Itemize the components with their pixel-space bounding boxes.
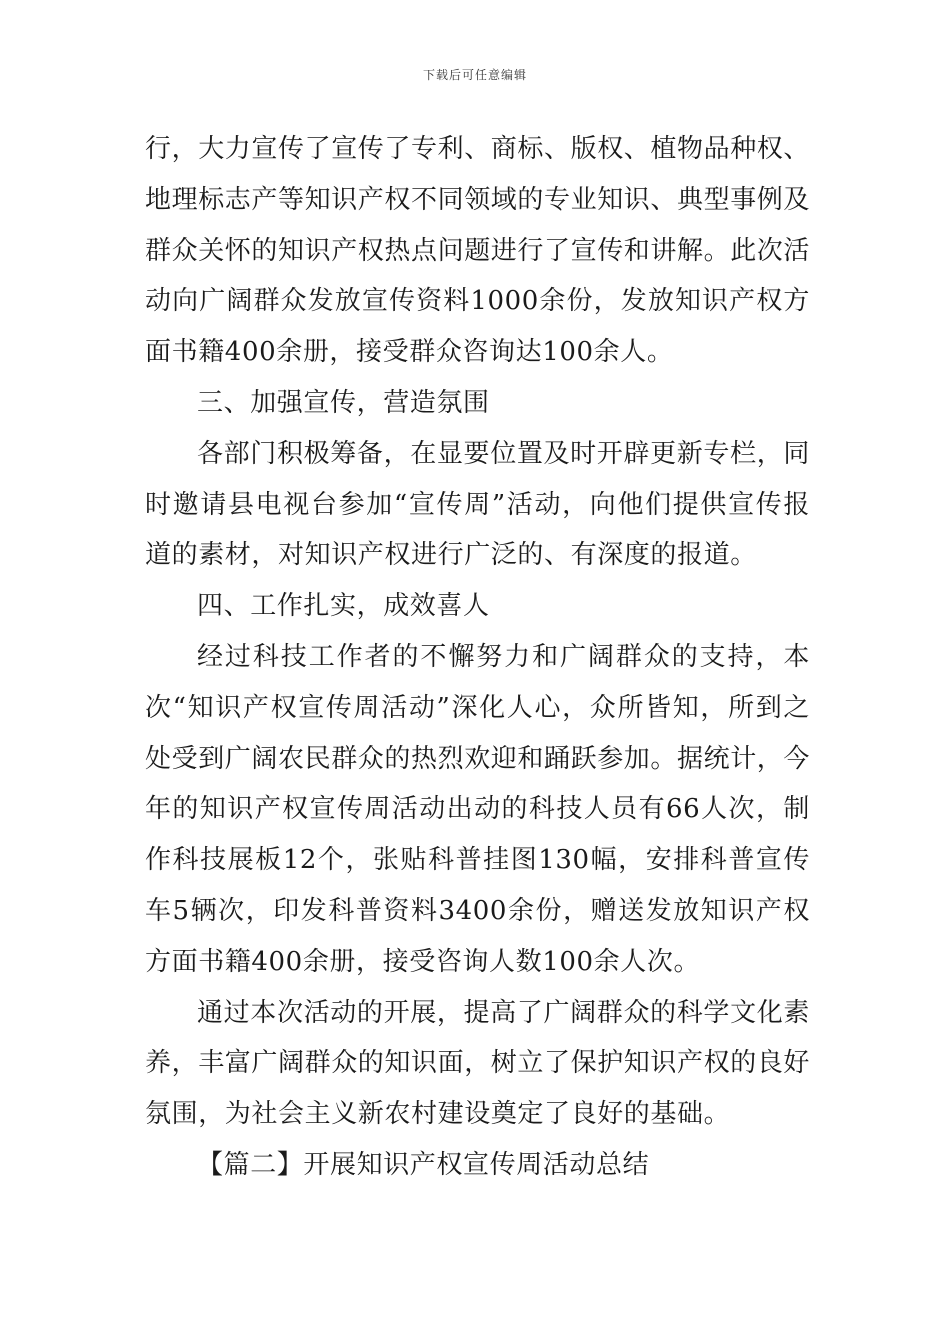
header-note: 下载后可任意编辑 (422, 68, 527, 82)
section-heading-four: 四、工作扎实，成效喜人 (197, 591, 490, 622)
paragraph-statistics: 经过科技工作者的不懈努力和广阔群众的支持，本次“知识产权宣传周活动”深化人心，众所皆知，所到之处受到广阔农民群众的热烈欢迎和踊跃参加。据统计，今年的知识产权宣传周活动出动的科技人员有66人次，制作科技展板12个，张贴科普挂图130幅，安排科普宣传车5辆次，印发科普资料3400余份，赠送发放知识产权方面书籍400余册，接受咨询人数100余人次。 (145, 641, 811, 977)
part-two-title: 【篇二】开展知识产权宣传周活动总结 (197, 1149, 650, 1180)
paragraph-promotion: 各部门积极筹备，在显要位置及时开辟更新专栏，同时邀请县电视台参加“宣传周”活动，向他们提供宣传报道的素材，对知识产权进行广泛的、有深度的报道。 (145, 438, 810, 571)
document-body (145, 124, 810, 1191)
paragraph-continuation: 行，大力宣传了宣传了专利、商标、版权、植物品种权、地理标志产等知识产权不同领域的专业知识、典型事例及群众关怀的知识产权热点问题进行了宣传和讲解。此次活动向广阔群众发放宣传资料1000余份，发放知识产权方面书籍400余册，接受群众咨询达100余人。 (145, 134, 811, 368)
paragraph-conclusion: 通过本次活动的开展，提高了广阔群众的科学文化素养，丰富广阔群众的知识面，树立了保护知识产权的良好氛围，为社会主义新农村建设奠定了良好的基础。 (145, 997, 811, 1130)
section-heading-three: 三、加强宣传，营造氛围 (197, 387, 490, 418)
